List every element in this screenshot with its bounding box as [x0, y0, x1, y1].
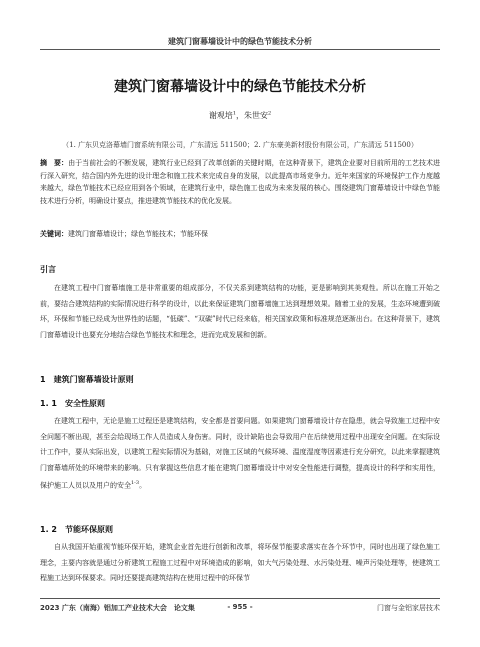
header-rule — [40, 49, 440, 50]
authors — [40, 110, 440, 121]
author-1: 谢观培 — [208, 111, 233, 120]
footer-journal: 门窗与金铝家居技术 — [377, 604, 440, 612]
author-separator: ， — [236, 111, 244, 120]
author-2: 朱世安 — [244, 111, 268, 120]
citation-mark: 1-3 — [131, 480, 140, 486]
footer-proceedings: 2023 广东（南海）铝加工产业技术大会 论文集 — [40, 604, 195, 612]
section-1-1-end: 。 — [139, 481, 147, 490]
paper-title: 建筑门窗幕墙设计中的绿色节能技术分析 — [114, 79, 366, 95]
section-1-1-paragraph — [40, 414, 440, 494]
section-heading-1-2: 1. 2 节能环保原则 — [40, 525, 113, 534]
affiliation: （1. 广东贝克洛幕墙门窗系统有限公司，广东清远 511500；2. 广东豪美新材股份有限公司，广东清远 511500） — [62, 141, 418, 149]
author-2-affil-mark: 2 — [268, 110, 272, 117]
intro-paragraph: 在建筑工程中门窗幕墙施工是非常重要的组成部分，不仅关系到建筑结构的功能，更是影响到其美观性。所以在施工开始之前，要结合建筑结构的实际情况进行科学的设计，以此来保证建筑门窗幕墙施工达到理想效果。随着工业的发展，生态环境遭到破坏，环保和节能已经成为世界性的话题，“低碳”、“双碳”时代已经来临，相关国家政策和标准规范逐渐出台。在这种背景下，建筑门窗幕墙设计也要充分地结合绿色节能技术和理念，进而完成发展和创新。 — [40, 284, 440, 339]
author-1-affil-mark: 1 — [232, 110, 236, 117]
page-number: - 955 - — [227, 603, 253, 611]
abstract — [40, 157, 440, 207]
running-head: 建筑门窗幕墙设计中的绿色节能技术分析 — [168, 37, 312, 46]
section-heading-intro: 引言 — [40, 265, 56, 274]
keywords-text: 建筑门窗幕墙设计；绿色节能技术；节能环保 — [68, 230, 208, 238]
abstract-label: 摘 要： — [40, 159, 69, 167]
section-1-2-paragraph: 自从我国开始重视节能环保开始，建筑企业首先进行创新和改革，将环保节能要求落实在各个环节中，同时也出现了绿色施工理念，主要内容就是通过分析建筑工程施工过程中对环境造成的影响，如大气污染处理、水污染处理、噪声污染处理等，使建筑工程施工达到环保要求。同时还要提高建筑结构在使用过程中的环保节 — [40, 543, 440, 582]
section-heading-1: 1 建筑门窗幕墙设计原则 — [40, 375, 134, 384]
section-1-1-text: 在建筑工程中，无论是施工过程还是建筑结构，安全都是首要问题。如果建筑门窗幕墙设计存在隐患，就会导致施工过程中安全问题不断出现，甚至会给现场工作人员造成人身伤害。同时，设计缺陷也会导致用户在后续使用过程中出现安全问题。在实际设计工作中，要从实际出发，以建筑工程实际情况为基础，对施工区域的气候环境、温度湿度等因素进行充分研究，以此来掌握建筑门窗幕墙所处的环境带来的影响。只有掌握这些信息才能在建筑门窗幕墙设计中对安全性能进行调整，提高设计的科学和实用性，保护施工人员以及用户的安全 — [40, 417, 440, 490]
section-heading-1-1: 1. 1 安全性原则 — [40, 399, 105, 408]
abstract-text: 由于当前社会的不断发展，建筑行业已经到了改革创新的关键时期，在这种背景下，建筑企业要对目前所用的工艺技术进行深入研究，结合国内外先进的设计理念和施工技术来完成自身的发展，以此提高市场竞争力。近年来国家的环境保护工作力度越来越大，绿色节能技术已经应用到各个领域，在建筑行业中，绿色施工也成为未来发展的核心。围绕建筑门窗幕墙设计中绿色节能技术进行分析，明确设计要点，推进建筑节能技术的优化发展。 — [40, 159, 441, 205]
keywords — [40, 228, 440, 240]
footer-rule — [40, 598, 440, 599]
keywords-label: 关键词： — [40, 230, 68, 238]
